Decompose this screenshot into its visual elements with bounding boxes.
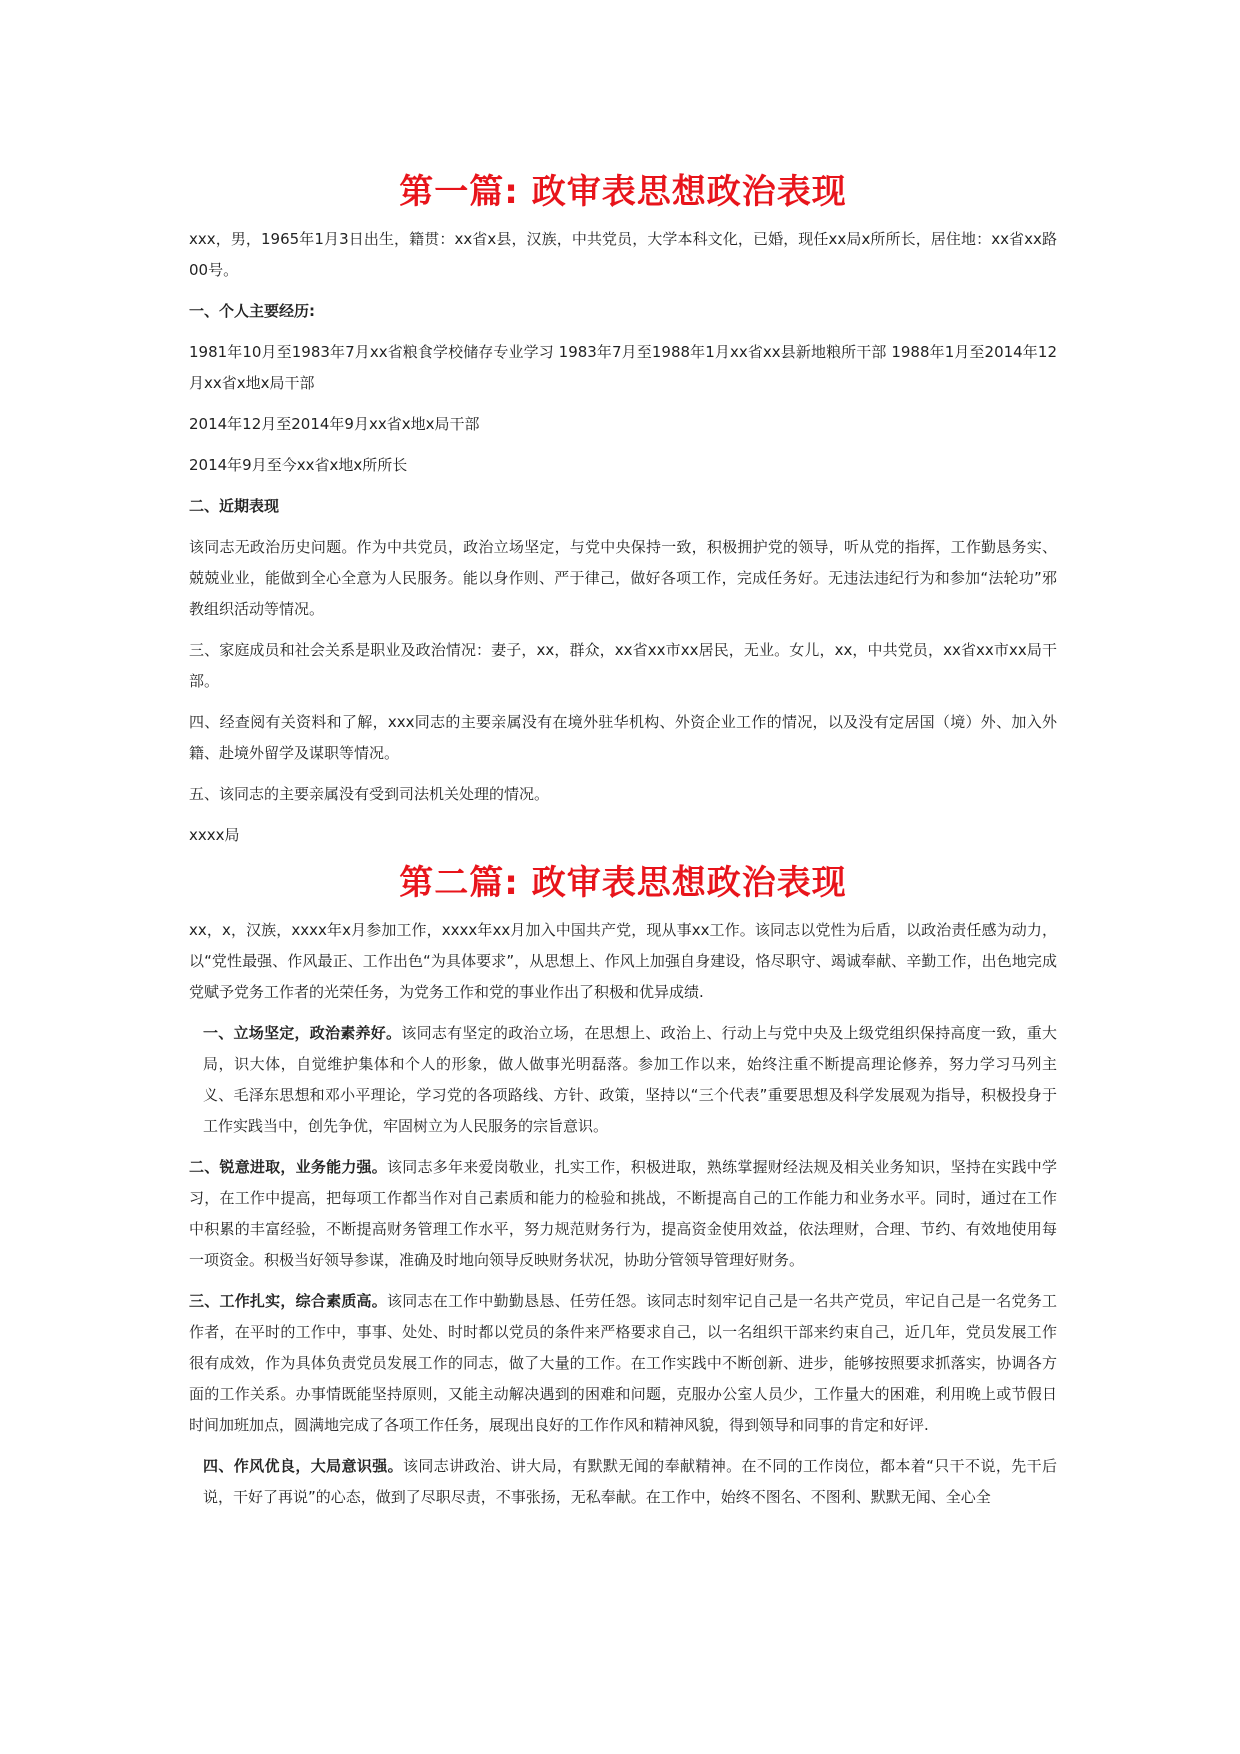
part1-experience-2: 2014年12月至2014年9月xx省x地x局干部 (189, 415, 480, 433)
part1-judicial-record: 五、该同志的主要亲属没有受到司法机关处理的情况。 (189, 785, 550, 803)
part1-heading-recent: 二、近期表现 (189, 497, 280, 515)
part2-section-4-text: 该同志讲政治、讲大局，有默默无闻的奉献精神。在不同的工作岗位，都本着“只干不说，先干后说，干好了再说”的心态，做到了尽职尽责，不事张扬，无私奉献。在工作中，始终不图名、不图利、默默无闻、全心全 (203, 1457, 1057, 1506)
part2-section-4 (189, 1451, 1057, 1513)
part2-title: 第二篇: 政审表思想政治表现 (399, 863, 847, 903)
part2-section-2 (189, 1152, 1057, 1276)
part2-section-3 (189, 1286, 1057, 1441)
part1-intro: xxx，男，1965年1月3日出生，籍贯：xx省x县，汉族，中共党员，大学本科文化，已婚，现任xx局x所所长，居住地：xx省xx路00号。 (189, 230, 1057, 279)
part1-background-check: 四、经查阅有关资料和了解，xxx同志的主要亲属没有在境外驻华机构、外资企业工作的情况，以及没有定居国（境）外、加入外籍、赴境外留学及谋职等情况。 (189, 713, 1057, 762)
part1-experience-1: 1981年10月至1983年7月xx省粮食学校储存专业学习 1983年7月至1988年1月xx省xx县新地粮所干部 1988年1月至2014年12月xx省x地x局干部 (189, 343, 1057, 392)
part2-section-4-lead: 四、作风优良，大局意识强。 (203, 1457, 404, 1475)
part1-family-relations: 三、家庭成员和社会关系是职业及政治情况：妻子，xx，群众，xx省xx市xx居民，无业。女儿，xx，中共党员，xx省xx市xx局干部。 (189, 641, 1057, 690)
part1-experience-3: 2014年9月至今xx省x地x所所长 (189, 456, 408, 474)
document-page (189, 170, 1057, 1523)
part2-section-1 (189, 1018, 1057, 1142)
part2-section-2-lead: 二、锐意进取，业务能力强。 (189, 1158, 388, 1176)
part1-title: 第一篇: 政审表思想政治表现 (399, 172, 847, 212)
part2-section-3-text: 该同志在工作中勤勤恳恳、任劳任怨。该同志时刻牢记自己是一名共产党员，牢记自己是一名党务工作者，在平时的工作中，事事、处处、时时都以党员的条件来严格要求自己，以一名组织干部来约束自己，近几年，党员发展工作很有成效，作为具体负责党员发展工作的同志，做了大量的工作。在工作实践中不断创新、进步，能够按照要求抓落实，协调各方面的工作关系。办事情既能坚持原则，又能主动解决遇到的困难和问题，克服办公室人员少，工作量大的困难，利用晚上或节假日时间加班加点，圆满地完成了各项工作任务，展现出良好的工作作风和精神风貌，得到领导和同事的肯定和好评. (189, 1292, 1057, 1434)
part1-signature: xxxx局 (189, 826, 240, 844)
part2-intro: xx，x，汉族，xxxx年x月参加工作，xxxx年xx月加入中国共产党，现从事xx工作。该同志以党性为后盾，以政治责任感为动力，以“党性最强、作风最正、工作出色“为具体要求”，从思想上、作风上加强自身建设，恪尽职守、竭诚奉献、辛勤工作，出色地完成党赋予党务工作者的光荣任务，为党务工作和党的事业作出了积极和优异成绩. (189, 921, 1057, 1001)
part2-section-1-lead: 一、立场坚定，政治素养好。 (203, 1024, 402, 1042)
part1-heading-experience: 一、个人主要经历: (189, 302, 315, 320)
part2-section-1-text: 该同志有坚定的政治立场，在思想上、政治上、行动上与党中央及上级党组织保持高度一致，重大局，识大体，自觉维护集体和个人的形象，做人做事光明磊落。参加工作以来，始终注重不断提高理论修养，努力学习马列主义、毛泽东思想和邓小平理论，学习党的各项路线、方针、政策，坚持以“三个代表”重要思想及科学发展观为指导，积极投身于工作实践当中，创先争优，牢固树立为人民服务的宗旨意识。 (203, 1024, 1057, 1135)
part1-recent-performance: 该同志无政治历史问题。作为中共党员，政治立场坚定，与党中央保持一致，积极拥护党的领导，听从党的指挥，工作勤恳务实、兢兢业业，能做到全心全意为人民服务。能以身作则、严于律己，做好各项工作，完成任务好。无违法违纪行为和参加“法轮功”邪教组织活动等情况。 (189, 538, 1057, 618)
part2-section-3-lead: 三、工作扎实，综合素质高。 (189, 1292, 388, 1310)
part2-section-2-text: 该同志多年来爱岗敬业，扎实工作，积极进取，熟练掌握财经法规及相关业务知识，坚持在实践中学习，在工作中提高，把每项工作都当作对自己素质和能力的检验和挑战，不断提高自己的工作能力和业务水平。同时，通过在工作中积累的丰富经验，不断提高财务管理工作水平，努力规范财务行为，提高资金使用效益，依法理财，合理、节约、有效地使用每一项资金。积极当好领导参谋，准确及时地向领导反映财务状况，协助分管领导管理好财务。 (189, 1158, 1057, 1269)
